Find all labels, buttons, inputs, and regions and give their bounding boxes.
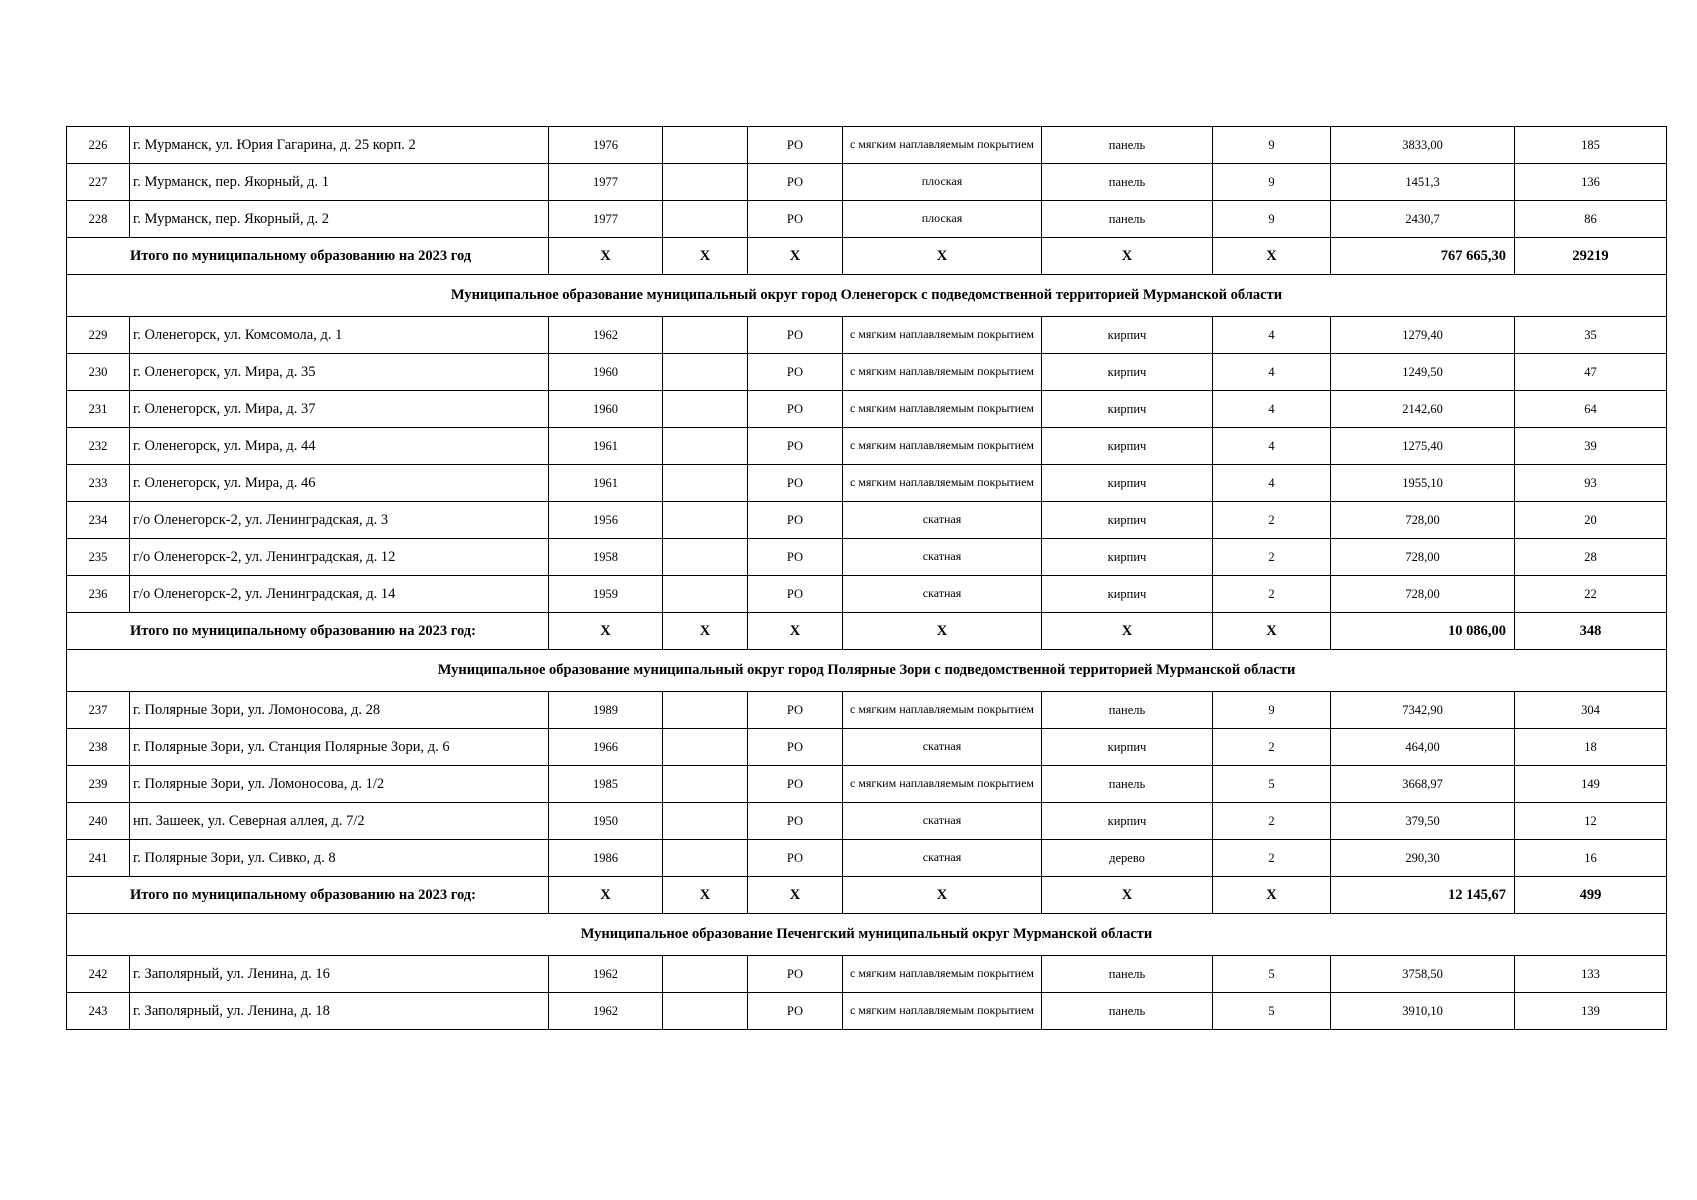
row-empty-cell: [663, 766, 748, 803]
row-residents: 22: [1515, 576, 1667, 613]
total-x-mark: X: [549, 613, 663, 650]
row-roof-type: с мягким наплавляемым покрытием: [843, 692, 1042, 729]
row-address: г/о Оленегорск-2, ул. Ленинградская, д. 14: [130, 576, 549, 613]
row-wall-material: панель: [1042, 201, 1213, 238]
row-address: г. Заполярный, ул. Ленина, д. 16: [130, 956, 549, 993]
row-ro: РО: [748, 576, 843, 613]
total-residents: 29219: [1515, 238, 1667, 275]
row-year: 1961: [549, 428, 663, 465]
total-x-mark: X: [748, 613, 843, 650]
row-number: 226: [67, 127, 130, 164]
row-floors: 2: [1213, 576, 1331, 613]
row-roof-type: плоская: [843, 201, 1042, 238]
row-number: 234: [67, 502, 130, 539]
table-row: [67, 840, 1667, 877]
row-year: 1956: [549, 502, 663, 539]
row-empty-cell: [663, 164, 748, 201]
row-floors: 5: [1213, 956, 1331, 993]
row-address: г. Заполярный, ул. Ленина, д. 18: [130, 993, 549, 1030]
total-row: [67, 238, 1667, 275]
row-year: 1960: [549, 354, 663, 391]
table-row: [67, 956, 1667, 993]
total-x-mark: X: [748, 877, 843, 914]
table-row: [67, 317, 1667, 354]
table-body: [67, 127, 1667, 1030]
total-x-mark: X: [549, 877, 663, 914]
row-ro: РО: [748, 201, 843, 238]
row-number: 238: [67, 729, 130, 766]
row-residents: 18: [1515, 729, 1667, 766]
table-row: [67, 127, 1667, 164]
table-row: [67, 502, 1667, 539]
total-x-mark: X: [1213, 238, 1331, 275]
total-label: Итого по муниципальному образованию на 2023 год: [67, 238, 549, 275]
row-floors: 4: [1213, 317, 1331, 354]
total-x-mark: X: [1042, 613, 1213, 650]
row-floors: 4: [1213, 428, 1331, 465]
row-area: 1279,40: [1331, 317, 1515, 354]
row-ro: РО: [748, 692, 843, 729]
row-residents: 93: [1515, 465, 1667, 502]
row-residents: 304: [1515, 692, 1667, 729]
row-year: 1986: [549, 840, 663, 877]
row-year: 1960: [549, 391, 663, 428]
row-wall-material: панель: [1042, 993, 1213, 1030]
table-row: [67, 993, 1667, 1030]
row-area: 1451,3: [1331, 164, 1515, 201]
row-residents: 133: [1515, 956, 1667, 993]
total-x-mark: X: [843, 238, 1042, 275]
row-wall-material: кирпич: [1042, 391, 1213, 428]
row-ro: РО: [748, 729, 843, 766]
section-heading: Муниципальное образование муниципальный округ город Полярные Зори с подведомственной территорией Мурманской области: [67, 650, 1667, 692]
row-floors: 4: [1213, 465, 1331, 502]
row-ro: РО: [748, 840, 843, 877]
row-empty-cell: [663, 502, 748, 539]
row-residents: 185: [1515, 127, 1667, 164]
row-address: г. Оленегорск, ул. Мира, д. 35: [130, 354, 549, 391]
row-area: 728,00: [1331, 576, 1515, 613]
row-number: 228: [67, 201, 130, 238]
row-number: 235: [67, 539, 130, 576]
row-number: 243: [67, 993, 130, 1030]
row-number: 242: [67, 956, 130, 993]
row-area: 728,00: [1331, 502, 1515, 539]
row-area: 1955,10: [1331, 465, 1515, 502]
row-empty-cell: [663, 317, 748, 354]
row-ro: РО: [748, 803, 843, 840]
row-number: 230: [67, 354, 130, 391]
total-area: 12 145,67: [1331, 877, 1515, 914]
row-wall-material: кирпич: [1042, 317, 1213, 354]
row-year: 1977: [549, 201, 663, 238]
row-ro: РО: [748, 127, 843, 164]
table-row: [67, 803, 1667, 840]
total-x-mark: X: [663, 238, 748, 275]
row-floors: 4: [1213, 391, 1331, 428]
total-x-mark: X: [1213, 613, 1331, 650]
row-area: 3910,10: [1331, 993, 1515, 1030]
row-residents: 39: [1515, 428, 1667, 465]
row-empty-cell: [663, 354, 748, 391]
row-address: г. Мурманск, ул. Юрия Гагарина, д. 25 корп. 2: [130, 127, 549, 164]
row-area: 3758,50: [1331, 956, 1515, 993]
row-roof-type: с мягким наплавляемым покрытием: [843, 127, 1042, 164]
row-wall-material: панель: [1042, 692, 1213, 729]
row-roof-type: плоская: [843, 164, 1042, 201]
total-row: [67, 877, 1667, 914]
section-heading-row: [67, 914, 1667, 956]
row-number: 229: [67, 317, 130, 354]
row-residents: 86: [1515, 201, 1667, 238]
row-wall-material: кирпич: [1042, 803, 1213, 840]
row-area: 3668,97: [1331, 766, 1515, 803]
row-empty-cell: [663, 465, 748, 502]
row-number: 241: [67, 840, 130, 877]
row-year: 1976: [549, 127, 663, 164]
table-row: [67, 164, 1667, 201]
row-empty-cell: [663, 993, 748, 1030]
row-ro: РО: [748, 766, 843, 803]
total-residents: 348: [1515, 613, 1667, 650]
table-row: [67, 539, 1667, 576]
row-wall-material: кирпич: [1042, 576, 1213, 613]
row-number: 227: [67, 164, 130, 201]
row-floors: 9: [1213, 692, 1331, 729]
row-area: 7342,90: [1331, 692, 1515, 729]
total-area: 10 086,00: [1331, 613, 1515, 650]
row-ro: РО: [748, 317, 843, 354]
row-empty-cell: [663, 539, 748, 576]
row-area: 379,50: [1331, 803, 1515, 840]
row-ro: РО: [748, 164, 843, 201]
total-x-mark: X: [663, 613, 748, 650]
row-residents: 47: [1515, 354, 1667, 391]
total-x-mark: X: [549, 238, 663, 275]
total-x-mark: X: [1042, 238, 1213, 275]
row-floors: 2: [1213, 803, 1331, 840]
row-area: 3833,00: [1331, 127, 1515, 164]
row-address: г. Мурманск, пер. Якорный, д. 1: [130, 164, 549, 201]
row-year: 1985: [549, 766, 663, 803]
section-heading: Муниципальное образование Печенгский муниципальный округ Мурманской области: [67, 914, 1667, 956]
row-residents: 16: [1515, 840, 1667, 877]
row-roof-type: с мягким наплавляемым покрытием: [843, 354, 1042, 391]
total-label: Итого по муниципальному образованию на 2023 год:: [67, 613, 549, 650]
table-row: [67, 354, 1667, 391]
table-row: [67, 201, 1667, 238]
table-row: [67, 391, 1667, 428]
row-number: 239: [67, 766, 130, 803]
row-residents: 20: [1515, 502, 1667, 539]
table-row: [67, 729, 1667, 766]
row-roof-type: с мягким наплавляемым покрытием: [843, 428, 1042, 465]
document-page: [66, 126, 1666, 1030]
row-year: 1966: [549, 729, 663, 766]
row-empty-cell: [663, 391, 748, 428]
row-wall-material: кирпич: [1042, 539, 1213, 576]
total-x-mark: X: [1213, 877, 1331, 914]
table-row: [67, 576, 1667, 613]
row-area: 1275,40: [1331, 428, 1515, 465]
row-address: г. Полярные Зори, ул. Станция Полярные Зори, д. 6: [130, 729, 549, 766]
row-empty-cell: [663, 127, 748, 164]
row-ro: РО: [748, 539, 843, 576]
row-floors: 2: [1213, 729, 1331, 766]
row-empty-cell: [663, 576, 748, 613]
row-wall-material: панель: [1042, 164, 1213, 201]
row-address: г. Оленегорск, ул. Мира, д. 37: [130, 391, 549, 428]
row-residents: 12: [1515, 803, 1667, 840]
row-address: г. Полярные Зори, ул. Ломоносова, д. 1/2: [130, 766, 549, 803]
row-ro: РО: [748, 956, 843, 993]
row-wall-material: кирпич: [1042, 502, 1213, 539]
row-empty-cell: [663, 840, 748, 877]
row-wall-material: кирпич: [1042, 428, 1213, 465]
row-address: г. Оленегорск, ул. Мира, д. 44: [130, 428, 549, 465]
row-wall-material: кирпич: [1042, 729, 1213, 766]
row-year: 1962: [549, 956, 663, 993]
section-heading-row: [67, 650, 1667, 692]
row-roof-type: скатная: [843, 576, 1042, 613]
row-wall-material: панель: [1042, 766, 1213, 803]
row-area: 464,00: [1331, 729, 1515, 766]
row-empty-cell: [663, 428, 748, 465]
section-heading-row: [67, 275, 1667, 317]
total-x-mark: X: [663, 877, 748, 914]
row-area: 290,30: [1331, 840, 1515, 877]
row-roof-type: скатная: [843, 840, 1042, 877]
row-area: 2142,60: [1331, 391, 1515, 428]
row-empty-cell: [663, 692, 748, 729]
row-roof-type: скатная: [843, 729, 1042, 766]
row-year: 1977: [549, 164, 663, 201]
row-ro: РО: [748, 428, 843, 465]
row-year: 1989: [549, 692, 663, 729]
row-address: г. Оленегорск, ул. Мира, д. 46: [130, 465, 549, 502]
row-number: 236: [67, 576, 130, 613]
row-floors: 5: [1213, 993, 1331, 1030]
row-floors: 9: [1213, 201, 1331, 238]
row-address: г. Оленегорск, ул. Комсомола, д. 1: [130, 317, 549, 354]
section-heading: Муниципальное образование муниципальный округ город Оленегорск с подведомственной территорией Мурманской области: [67, 275, 1667, 317]
row-floors: 2: [1213, 502, 1331, 539]
row-address: г. Полярные Зори, ул. Ломоносова, д. 28: [130, 692, 549, 729]
row-empty-cell: [663, 201, 748, 238]
total-x-mark: X: [843, 613, 1042, 650]
row-residents: 64: [1515, 391, 1667, 428]
row-number: 240: [67, 803, 130, 840]
row-residents: 139: [1515, 993, 1667, 1030]
total-x-mark: X: [843, 877, 1042, 914]
row-roof-type: с мягким наплавляемым покрытием: [843, 766, 1042, 803]
row-residents: 28: [1515, 539, 1667, 576]
row-residents: 35: [1515, 317, 1667, 354]
row-floors: 4: [1213, 354, 1331, 391]
row-residents: 149: [1515, 766, 1667, 803]
total-x-mark: X: [1042, 877, 1213, 914]
row-address: г. Мурманск, пер. Якорный, д. 2: [130, 201, 549, 238]
row-year: 1950: [549, 803, 663, 840]
row-area: 2430,7: [1331, 201, 1515, 238]
row-roof-type: с мягким наплавляемым покрытием: [843, 993, 1042, 1030]
housing-table: [66, 126, 1667, 1030]
row-area: 728,00: [1331, 539, 1515, 576]
row-wall-material: кирпич: [1042, 354, 1213, 391]
row-roof-type: скатная: [843, 539, 1042, 576]
row-ro: РО: [748, 465, 843, 502]
total-row: [67, 613, 1667, 650]
row-address: г/о Оленегорск-2, ул. Ленинградская, д. 3: [130, 502, 549, 539]
row-roof-type: скатная: [843, 803, 1042, 840]
row-ro: РО: [748, 354, 843, 391]
row-roof-type: с мягким наплавляемым покрытием: [843, 465, 1042, 502]
row-floors: 5: [1213, 766, 1331, 803]
row-ro: РО: [748, 391, 843, 428]
row-address: нп. Зашеек, ул. Северная аллея, д. 7/2: [130, 803, 549, 840]
row-year: 1962: [549, 317, 663, 354]
row-roof-type: с мягким наплавляемым покрытием: [843, 391, 1042, 428]
total-area: 767 665,30: [1331, 238, 1515, 275]
table-row: [67, 428, 1667, 465]
total-label: Итого по муниципальному образованию на 2023 год:: [67, 877, 549, 914]
row-number: 232: [67, 428, 130, 465]
row-floors: 2: [1213, 840, 1331, 877]
row-year: 1962: [549, 993, 663, 1030]
row-empty-cell: [663, 729, 748, 766]
row-roof-type: с мягким наплавляемым покрытием: [843, 956, 1042, 993]
row-area: 1249,50: [1331, 354, 1515, 391]
table-row: [67, 766, 1667, 803]
row-empty-cell: [663, 956, 748, 993]
row-ro: РО: [748, 993, 843, 1030]
row-residents: 136: [1515, 164, 1667, 201]
row-year: 1958: [549, 539, 663, 576]
total-x-mark: X: [748, 238, 843, 275]
row-wall-material: панель: [1042, 127, 1213, 164]
row-wall-material: дерево: [1042, 840, 1213, 877]
row-floors: 9: [1213, 164, 1331, 201]
row-wall-material: панель: [1042, 956, 1213, 993]
row-roof-type: с мягким наплавляемым покрытием: [843, 317, 1042, 354]
row-floors: 9: [1213, 127, 1331, 164]
row-roof-type: скатная: [843, 502, 1042, 539]
table-row: [67, 465, 1667, 502]
row-address: г. Полярные Зори, ул. Сивко, д. 8: [130, 840, 549, 877]
row-ro: РО: [748, 502, 843, 539]
table-row: [67, 692, 1667, 729]
row-year: 1961: [549, 465, 663, 502]
row-number: 231: [67, 391, 130, 428]
row-empty-cell: [663, 803, 748, 840]
total-residents: 499: [1515, 877, 1667, 914]
row-number: 237: [67, 692, 130, 729]
row-wall-material: кирпич: [1042, 465, 1213, 502]
row-floors: 2: [1213, 539, 1331, 576]
row-address: г/о Оленегорск-2, ул. Ленинградская, д. 12: [130, 539, 549, 576]
row-year: 1959: [549, 576, 663, 613]
row-number: 233: [67, 465, 130, 502]
